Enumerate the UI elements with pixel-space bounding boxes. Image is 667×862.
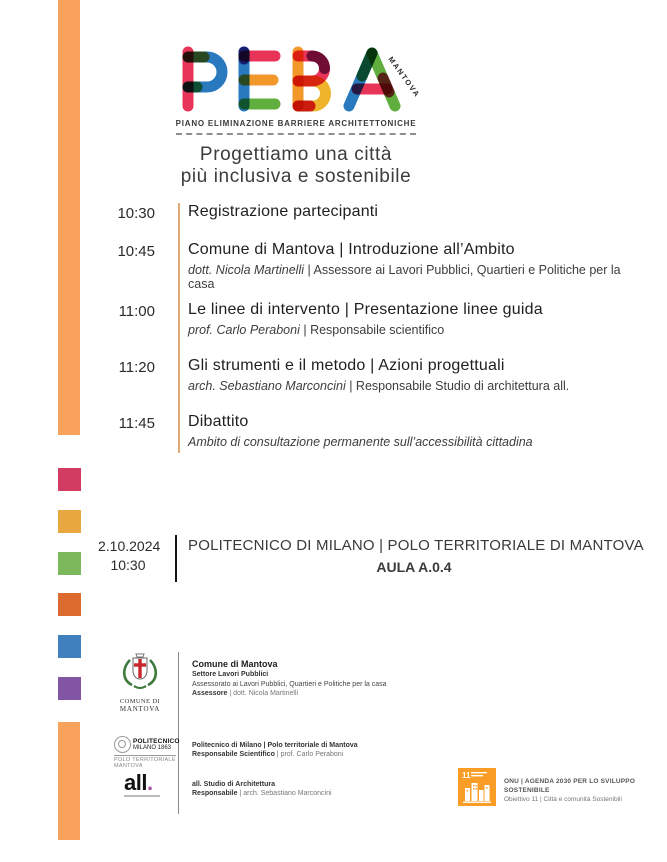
schedule-subtitle (188, 379, 643, 393)
comune-office: Assessorato ai Lavori Pubblici, Quartieri e Politiche per la casa (192, 680, 387, 688)
comune-dept (192, 670, 387, 680)
sdg-number: 11 (462, 771, 471, 780)
comune-person-name: | dott. Nicola Martinelli (227, 690, 299, 697)
peba-wordmark-icon (176, 44, 423, 114)
event-divider-line (175, 535, 177, 582)
onu-sub-line: Obiettivo 11 | Città e comunità Sostenibili (504, 796, 622, 803)
polimi-person-label: Responsabile Scientifico (192, 751, 275, 758)
comune-di-mantova-logo (114, 652, 166, 713)
schedule-subtitle (188, 323, 643, 337)
onu-credits (504, 777, 667, 804)
logo-city-label: MANTOVA (386, 54, 423, 100)
all-logo-wordmark-icon (124, 772, 168, 794)
left-accent-bar-bottom (58, 722, 80, 840)
all-logo-dot: . (146, 770, 153, 795)
all-logo-tagline-bar (124, 795, 160, 797)
schedule-subtitle (188, 263, 643, 291)
schedule-subtitle (188, 435, 643, 449)
polimi-logo-city: MANTOVA (114, 763, 143, 769)
all-name-line (192, 780, 332, 789)
schedule-item (100, 203, 645, 222)
crest-label-line1: COMUNE DI (119, 698, 161, 705)
comune-person (192, 689, 387, 699)
schedule-title: Gli strumenti e il metodo | Azioni progettuali (188, 357, 505, 374)
schedule-time: 10:45 (117, 243, 155, 260)
politecnico-logo (114, 736, 180, 769)
schedule-time: 11:20 (118, 359, 155, 376)
schedule-item (100, 413, 645, 449)
polimi-logo-year: MILANO 1863 (133, 745, 172, 751)
all-person-label: Responsabile (192, 790, 238, 797)
event-venue (188, 537, 644, 575)
schedule-role: | Assessore ai Lavori Pubblici, Quartieri e Politiche per la casa (188, 263, 621, 291)
sdg-goal-11-icon (458, 768, 496, 806)
palette-square-orange (58, 593, 81, 616)
tagline (136, 144, 456, 188)
event-datetime (98, 537, 161, 575)
crest-label-line2: MANTOVA (119, 705, 161, 713)
all-person (192, 789, 332, 798)
schedule-time: 10:30 (117, 205, 155, 222)
venue-name: POLITECNICO DI MILANO | POLO TERRITORIALE DI MANTOVA (188, 537, 644, 554)
palette-square-purple (58, 677, 81, 700)
schedule-time: 11:45 (118, 415, 155, 432)
schedule-title: Le linee di intervento | Presentazione linee guida (188, 301, 543, 318)
schedule-role: | Responsabile Studio di architettura all. (345, 379, 570, 393)
comune-di-mantova-crest-icon (114, 652, 166, 692)
polimi-person-name: | prof. Carlo Peraboni (274, 751, 344, 758)
schedule-title: Registrazione partecipanti (188, 203, 379, 220)
polimi-name-line (192, 741, 358, 750)
schedule-speaker: Ambito di consultazione permanente sull’accessibilità cittadina (188, 435, 533, 449)
polimi-person (192, 750, 358, 759)
event-date: 2.10.2024 (98, 538, 161, 554)
all-logo-text: all (124, 770, 147, 795)
schedule-item (100, 241, 645, 291)
comune-name: Comune di Mantova (192, 659, 278, 669)
polimi-logo-campus (114, 755, 176, 769)
all-person-name: | arch. Sebastiano Marconcini (237, 790, 332, 797)
schedule-item (100, 357, 645, 393)
comune-credits (192, 659, 387, 699)
palette-square-pink (58, 468, 81, 491)
all-studio-logo (124, 772, 168, 797)
tagline-line2: più inclusiva e sostenibile (180, 166, 412, 187)
venue-room: AULA A.0.4 (376, 559, 452, 575)
schedule-speaker: prof. Carlo Peraboni (188, 323, 300, 337)
all-credits (192, 780, 332, 798)
palette-square-green (58, 552, 81, 575)
footer-divider-line (178, 652, 179, 814)
logo-subtitle: PIANO ELIMINAZIONE BARRIERE ARCHITETTONICHE (175, 119, 417, 128)
comune-dept-label: Settore Lavori Pubblici (192, 671, 269, 678)
comune-person-label: Assessore (192, 690, 228, 697)
schedule-title: Dibattito (188, 413, 249, 430)
schedule-speaker: arch. Sebastiano Marconcini (188, 379, 346, 393)
palette-square-amber (58, 510, 81, 533)
palette-square-blue (58, 635, 81, 658)
schedule-time: 11:00 (118, 303, 155, 320)
polimi-logo-name: POLITECNICO (133, 738, 180, 745)
polimi-credits (192, 741, 358, 759)
schedule-role: | Responsabile scientifico (299, 323, 445, 337)
politecnico-milano-seal-icon (114, 736, 131, 753)
tagline-line1: Progettiamo una città (199, 144, 393, 165)
schedule-item (100, 301, 645, 337)
logo-dashed-divider (176, 133, 416, 135)
polimi-name-label: Politecnico di Milano | Polo territoriale di Mantova (192, 742, 358, 749)
schedule-title: Comune di Mantova | Introduzione all’Ambito (188, 241, 515, 258)
all-name-label: all. Studio di Architettura (192, 781, 275, 788)
onu-name-line: ONU | AGENDA 2030 PER LO SVILUPPO SOSTENIBILE (504, 778, 636, 794)
schedule-speaker: dott. Nicola Martinelli (188, 263, 305, 277)
polimi-logo-polo: POLO TERRITORIALE (114, 757, 176, 763)
event-time: 10:30 (110, 557, 146, 573)
left-accent-bar-top (58, 0, 80, 435)
